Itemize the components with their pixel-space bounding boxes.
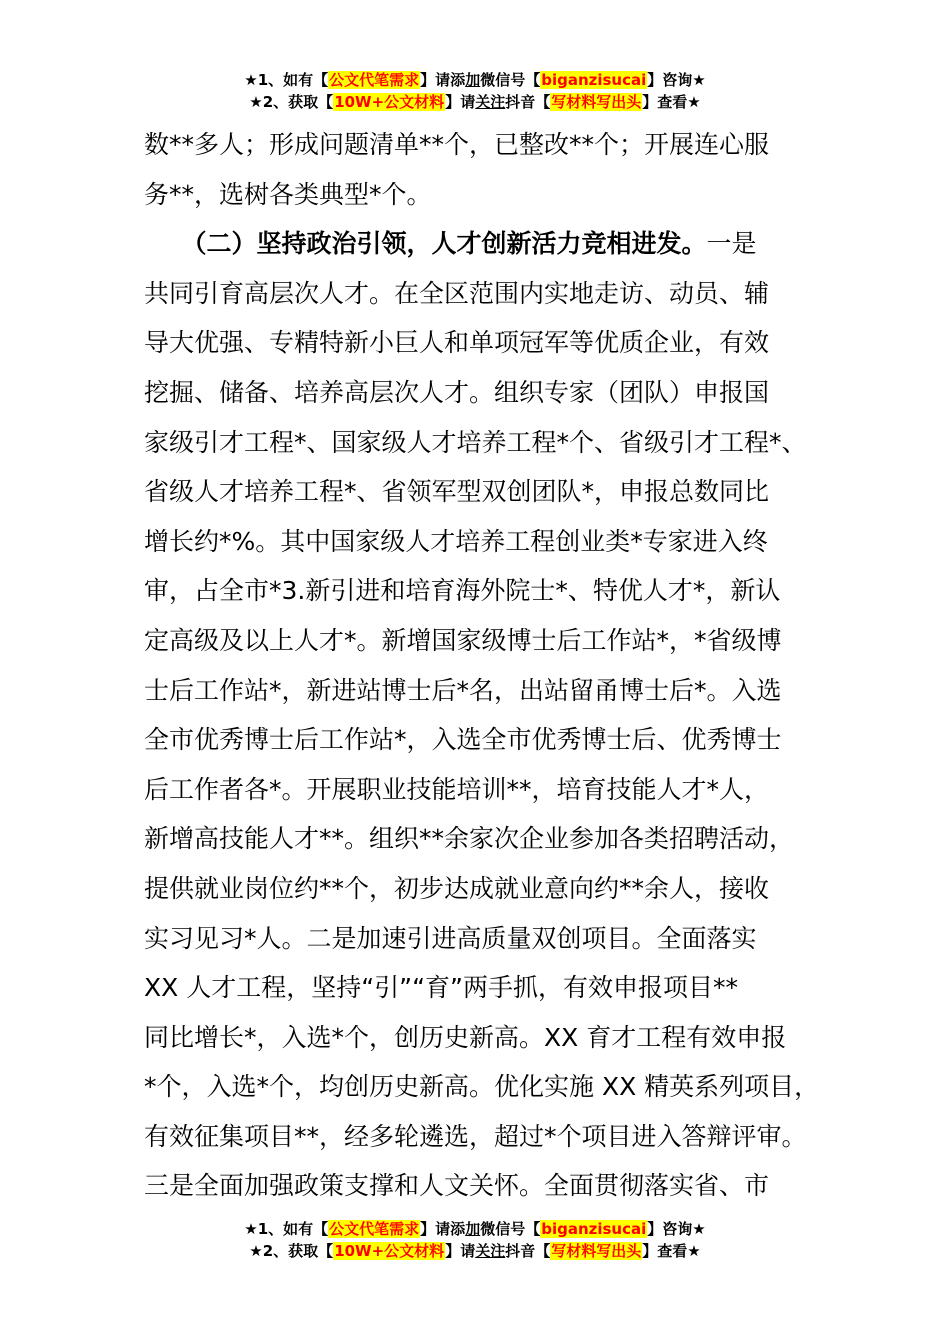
banner-underlined: 加 (465, 1220, 481, 1238)
banner-text: ★1、如有【 (244, 71, 329, 89)
banner-text: 抖音【 (505, 93, 551, 111)
banner-line-2 (0, 91, 950, 113)
banner-text: ★2、获取【 (249, 93, 334, 111)
banner-text: 微信号【 (480, 1220, 541, 1238)
banner-text: 】请添 (420, 71, 466, 89)
banner-highlight: 10W+公文材料 (334, 1242, 445, 1260)
banner-text: ★2、获取【 (249, 1242, 334, 1260)
body-line: 挖掘、储备、培养高层次人才。组织专家（团队）申报国 (144, 377, 770, 407)
banner-text: 抖音【 (505, 1242, 551, 1260)
banner-line-2 (0, 1240, 950, 1262)
body-line: 提供就业岗位约**个，初步达成就业意向约**余人，接收 (144, 873, 770, 903)
banner-underlined: 加 (465, 71, 481, 89)
banner-text: 】查看★ (642, 93, 701, 111)
banner-text: 微信号【 (480, 71, 541, 89)
body-line: 实习见习*人。二是加速引进高质量双创项目。全面落实 (144, 923, 757, 953)
banner-highlight: 写材料写出头 (551, 93, 642, 111)
body-line: 家级引才工程*、国家级人才培养工程*个、省级引才工程*、 (144, 427, 807, 457)
footer-banner (0, 1218, 950, 1262)
section-heading: （二）坚持政治引领，人才创新活力竞相进发。 (194, 229, 707, 259)
banner-text: 】查看★ (642, 1242, 701, 1260)
body-line: XX 人才工程，坚持“引”“育”两手抓，有效申报项目** (144, 973, 739, 1003)
banner-highlight: 写材料写出头 (551, 1242, 642, 1260)
body-line: 数**多人；形成问题清单**个，已整改**个；开展连心服 (144, 130, 770, 159)
body-line: 导大优强、专精特新小巨人和单项冠军等优质企业，有效 (144, 328, 770, 358)
banner-line-1 (0, 1218, 950, 1240)
header-banner (0, 69, 950, 113)
body-line: 增长约*%。其中国家级人才培养工程创业类*专家进入终 (144, 526, 768, 556)
body-line: 务**，选树各类典型*个。 (144, 179, 432, 209)
banner-line-1 (0, 69, 950, 91)
body-line: 省级人才培养工程*、省领军型双创团队*，申报总数同比 (144, 477, 770, 507)
body-line: 审，占全市*3.新引进和培育海外院士*、特优人才*，新认 (144, 576, 781, 606)
banner-text: 】请添 (420, 1220, 466, 1238)
section-heading-line (144, 219, 834, 269)
body-line: 有效征集项目**，经多轮遴选，超过*个项目进入答辩评审。 (144, 1121, 807, 1151)
banner-highlight: biganzisucai (541, 1220, 647, 1238)
body-line: 共同引育高层次人才。在全区范围内实地走访、动员、辅 (144, 278, 770, 308)
banner-highlight: 10W+公文材料 (334, 93, 445, 111)
body-line: 三是全面加强政策支撑和人文关怀。全面贯彻落实省、市 (144, 1171, 770, 1201)
document-body (144, 120, 834, 1211)
banner-text: 】咨询★ (647, 71, 706, 89)
banner-highlight: 公文代笔需求 (329, 1220, 420, 1238)
body-line: 新增高技能人才**。组织**余家次企业参加各类招聘活动， (144, 824, 795, 854)
banner-text: ★1、如有【 (244, 1220, 329, 1238)
banner-highlight: biganzisucai (541, 71, 647, 89)
banner-text: 】咨询★ (647, 1220, 706, 1238)
body-line: 全市优秀博士后工作站*，入选全市优秀博士后、优秀博士 (144, 725, 782, 755)
banner-underlined: 关注 (475, 1242, 506, 1260)
body-line: 后工作者各*。开展职业技能培训**，培育技能人才*人， (144, 774, 770, 804)
body-line: *个，入选*个，均创历史新高。优化实施 XX 精英系列项目， (144, 1072, 820, 1102)
banner-underlined: 关注 (475, 93, 506, 111)
body-line: 定高级及以上人才*。新增国家级博士后工作站*，*省级博 (144, 625, 782, 655)
body-line: 同比增长*，入选*个，创历史新高。XX 育才工程有效申报 (144, 1022, 787, 1052)
banner-text: 】请 (445, 1242, 476, 1260)
banner-text: 】请 (445, 93, 476, 111)
body-line: 士后工作站*，新进站博士后*名，出站留甬博士后*。入选 (144, 675, 782, 705)
banner-highlight: 公文代笔需求 (329, 71, 420, 89)
body-text: 一是 (706, 229, 757, 259)
